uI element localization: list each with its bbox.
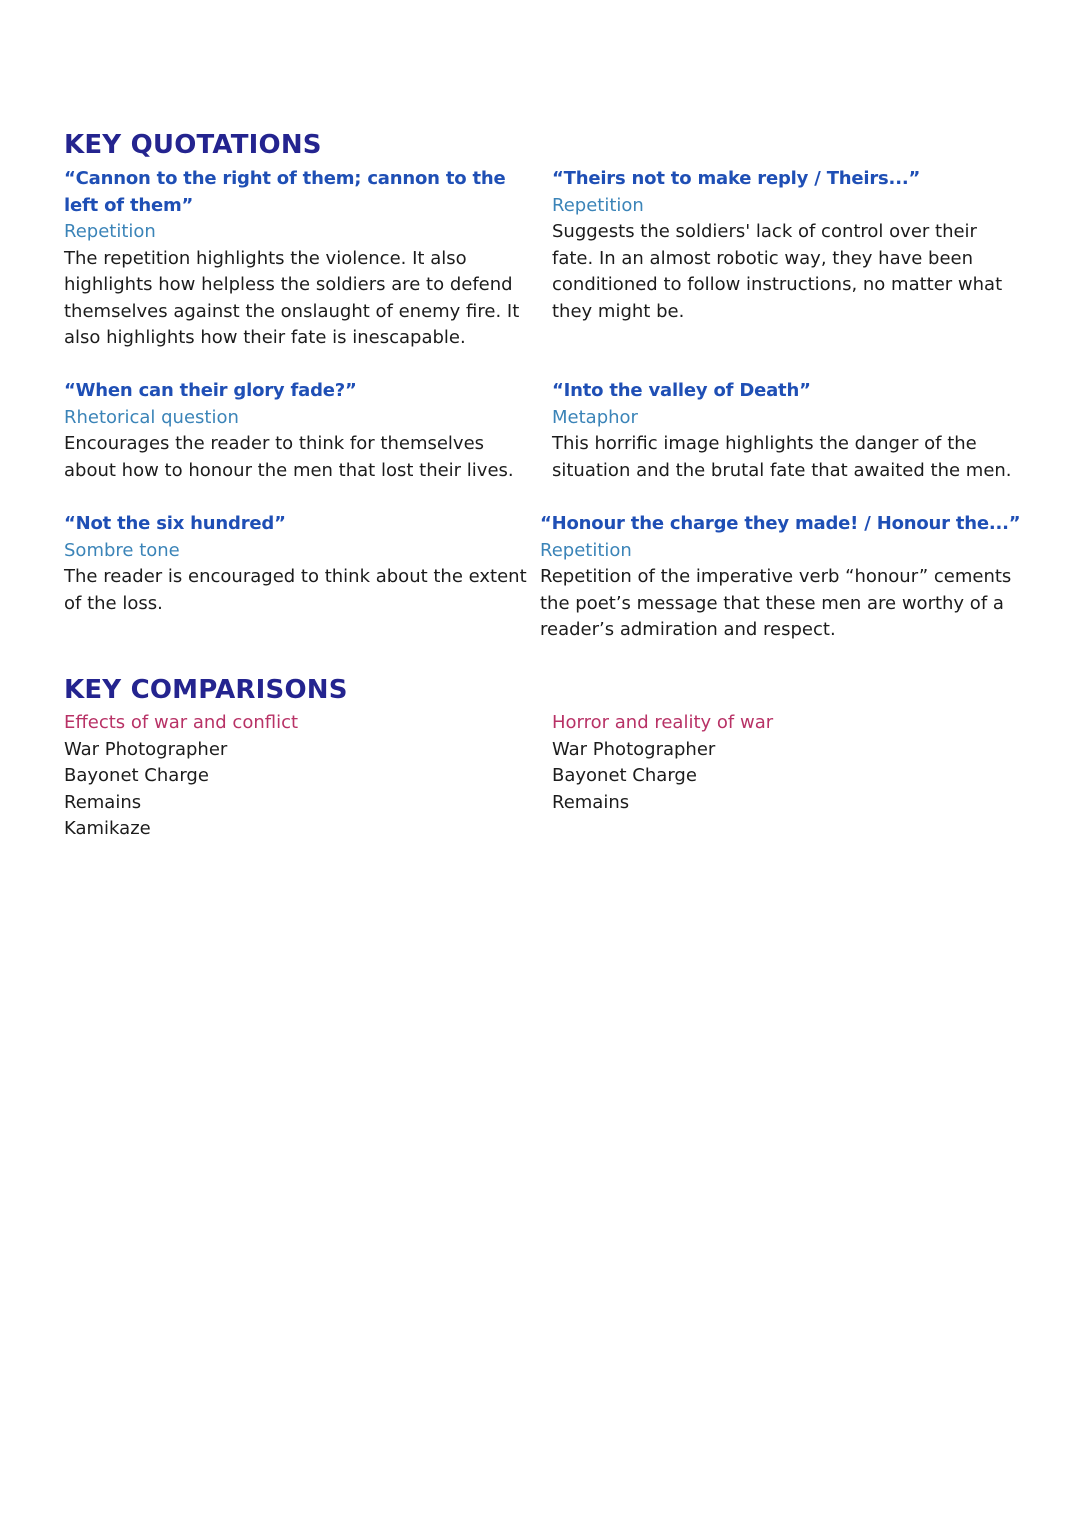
comparison-theme: Effects of war and conflict (64, 712, 299, 733)
quotation-text: “Honour the charge they made! / Honour the...” (540, 513, 1021, 534)
quotation-text: “Not the six hundred” (64, 513, 286, 534)
comparison-poem: War Photographer (64, 738, 228, 760)
key-quotations-heading: KEY QUOTATIONS (64, 130, 322, 160)
comparison-poem: Remains (64, 791, 142, 813)
comparison-group (552, 710, 1012, 816)
quotation-card (64, 511, 534, 617)
quotation-card (64, 166, 532, 352)
comparison-poem: Bayonet Charge (64, 765, 209, 786)
quotation-technique: Repetition (64, 221, 156, 242)
quotation-card (64, 378, 532, 484)
key-comparisons-heading: KEY COMPARISONS (64, 675, 348, 705)
comparison-poem: Kamikaze (64, 818, 151, 839)
quotation-technique: Metaphor (552, 406, 638, 428)
quotation-card (552, 378, 1032, 484)
quotation-analysis: This horrific image highlights the danger of the situation and the brutal fate that awaited the men. (552, 433, 1012, 481)
quotation-text: “Cannon to the right of them; cannon to the left of them” (64, 168, 506, 216)
quotation-text: “When can their glory fade?” (64, 380, 357, 401)
comparison-poem: Bayonet Charge (552, 765, 697, 786)
quotation-analysis: Suggests the soldiers' lack of control over their fate. In an almost robotic way, they have been conditioned to follow instructions, no matter what they might be. (552, 221, 1003, 322)
quotation-technique: Sombre tone (64, 539, 180, 561)
comparison-theme: Horror and reality of war (552, 712, 774, 733)
quotation-text: “Theirs not to make reply / Theirs...” (552, 168, 921, 189)
comparison-poem: Remains (552, 791, 630, 813)
comparison-poem: War Photographer (552, 738, 716, 760)
quotation-analysis: The repetition highlights the violence. It also highlights how helpless the soldiers are to defend themselves against the onslaught of enemy fire. It also highlights how their fate is inescapable. (64, 247, 520, 348)
quotation-technique: Repetition (540, 539, 632, 561)
quotation-analysis: Encourages the reader to think for themselves about how to honour the men that lost their lives. (64, 433, 514, 481)
quotation-card (540, 511, 1022, 644)
quotation-card (552, 166, 1022, 325)
quotation-technique: Repetition (552, 194, 644, 216)
comparison-group (64, 710, 524, 843)
quotation-technique: Rhetorical question (64, 406, 239, 428)
quotation-analysis: Repetition of the imperative verb “honour” cements the poet’s message that these men are worthy of a reader’s admiration and respect. (540, 566, 1012, 640)
quotation-text: “Into the valley of Death” (552, 380, 811, 401)
quotation-analysis: The reader is encouraged to think about the extent of the loss. (64, 566, 527, 614)
